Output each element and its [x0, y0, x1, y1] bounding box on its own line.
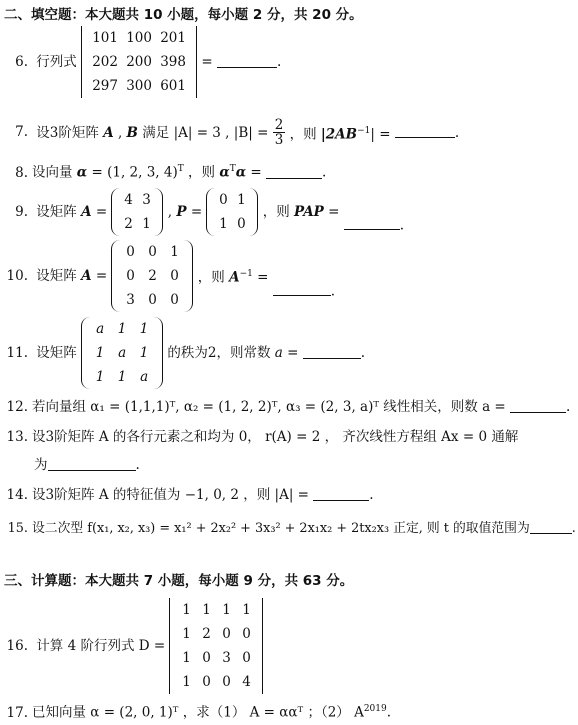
matrix-symbol: P: [176, 204, 187, 220]
matrix-cell: 1: [182, 626, 191, 642]
superscript: 2019: [363, 704, 387, 714]
matrix-cell: 1: [219, 216, 228, 232]
matrix-cell: 0: [237, 216, 246, 232]
period: .: [399, 217, 405, 234]
matrix-cell: 3: [142, 192, 151, 208]
matrix-cell: 0: [202, 674, 211, 690]
question-number: 9.: [15, 203, 28, 220]
matrix-p: [206, 188, 258, 236]
superscript: −1: [239, 269, 253, 280]
matrix-cell: a: [96, 321, 105, 337]
vector-symbol: α: [235, 164, 247, 181]
text: 的秩为2，则常数: [167, 345, 275, 361]
matrix-cell: 1: [202, 602, 211, 618]
text: 为: [34, 457, 48, 473]
matrix-cell: 0: [242, 650, 251, 666]
expression: |2AB: [320, 126, 358, 143]
matrix-cell: 1: [182, 602, 191, 618]
text: =: [91, 268, 108, 284]
matrix-cell: 300: [126, 78, 152, 94]
question-13: [0, 428, 518, 446]
matrix-cell: 0: [126, 244, 135, 260]
matrix-row: [88, 74, 190, 98]
matrix-cell: 4: [124, 192, 133, 208]
matrix-cell: 1: [142, 216, 151, 232]
matrix-cell: 0: [222, 674, 231, 690]
superscript: T: [229, 164, 236, 174]
answer-blank: [273, 295, 331, 296]
text: 设向量: [32, 164, 77, 181]
matrix-symbol: B: [126, 124, 138, 141]
matrix-cell: 100: [126, 30, 152, 46]
matrix-row: [119, 188, 155, 212]
matrix-symbol: A: [103, 124, 114, 141]
matrix-row: [176, 622, 256, 646]
question-number: 16.: [6, 637, 28, 654]
period: .: [571, 521, 576, 536]
matrix-symbol: A: [81, 268, 92, 284]
matrix-cell: 0: [219, 192, 228, 208]
matrix-a: [111, 240, 193, 312]
matrix-row: [214, 212, 250, 236]
text: =: [91, 204, 108, 220]
matrix-row: [119, 288, 185, 312]
matrix-cell: 4: [242, 674, 251, 690]
answer-blank: [48, 470, 136, 471]
matrix-cell: 1: [242, 602, 251, 618]
text: ,: [167, 204, 177, 220]
question-11: [0, 317, 365, 389]
matrix-row: [119, 212, 155, 236]
variable: a: [274, 345, 283, 361]
equals-sign: =: [201, 54, 213, 70]
question-text: 已知向量 α = (2, 0, 1)ᵀ ，求（1） A = ααᵀ ；（2） A: [32, 704, 364, 721]
matrix-row: [176, 598, 256, 622]
matrix-cell: 0: [202, 650, 211, 666]
question-13-continued: [34, 456, 140, 474]
matrix-cell: 200: [126, 54, 152, 70]
question-16: [0, 598, 263, 694]
text: ,: [113, 124, 127, 141]
text: =: [186, 204, 203, 220]
period: .: [566, 399, 571, 415]
matrix-cell: 0: [170, 292, 179, 308]
matrix-cell: 0: [242, 626, 251, 642]
matrix-row: [119, 240, 185, 264]
matrix-cell: 1: [237, 192, 246, 208]
matrix-cell: 0: [148, 292, 157, 308]
question-number: 17.: [6, 704, 28, 721]
matrix-row: [119, 264, 185, 288]
question-6-prefix: 行列式: [36, 54, 77, 70]
answer-blank: [510, 412, 566, 413]
question-number: 15.: [7, 521, 28, 536]
determinant-4x4: [169, 598, 263, 694]
matrix-row: [89, 317, 155, 341]
matrix-cell: 0: [222, 626, 231, 642]
text: 设矩阵: [36, 345, 77, 361]
matrix-cell: 398: [160, 54, 186, 70]
section-2-heading: 二、填空题：本大题共 10 小题，每小题 2 分，共 20 分。: [4, 7, 363, 23]
answer-blank: [313, 500, 369, 501]
matrix-cell: 1: [139, 345, 149, 361]
matrix-cell: 3: [126, 292, 135, 308]
question-number: 8.: [15, 164, 28, 181]
text: 设3阶矩阵: [36, 124, 104, 141]
question-text: 若向量组 α₁ = (1,1,1)ᵀ, α₂ = (1, 2, 2)ᵀ, α₃ = (2, 3, a)ᵀ 线性相关，则数 a =: [32, 399, 511, 415]
matrix-row: [89, 341, 155, 365]
text: =: [282, 345, 299, 361]
matrix-row: [214, 188, 250, 212]
question-number: 12.: [6, 399, 28, 415]
period: .: [277, 54, 282, 70]
period: .: [330, 283, 336, 300]
question-9: 9. 设矩阵 A = 4 3 2 1 , P = 0 1 1 0 ，则 PAP = .: [0, 188, 404, 236]
matrix-cell: 2: [124, 216, 133, 232]
text: ，则: [197, 269, 230, 286]
matrix-cell: 201: [160, 30, 186, 46]
question-text: 计算 4 阶行列式 D =: [36, 638, 166, 654]
matrix-cell: 1: [170, 244, 179, 260]
vector-symbol: α: [76, 164, 88, 181]
matrix-cell: 601: [160, 78, 186, 94]
matrix-cell: 1: [139, 321, 149, 337]
matrix-cell: 2: [202, 626, 211, 642]
answer-blank: [266, 178, 322, 179]
period: .: [360, 345, 366, 361]
matrix-cell: 1: [182, 650, 191, 666]
question-6: [0, 26, 281, 98]
vector-value: = (1, 2, 3, 4): [87, 164, 178, 181]
matrix: [81, 317, 163, 389]
text: ，则: [262, 204, 295, 220]
text: ，则: [183, 164, 220, 181]
text: 设矩阵: [36, 268, 82, 284]
matrix-cell: 1: [95, 345, 105, 361]
question-text: 设二次型 f(x₁, x₂, x₃) = x₁² + 2x₂² + 3x₃² + 2x₁x₂ + 2tx₂x₃ 正定, 则 t 的取值范围为: [32, 521, 530, 536]
matrix-symbol: A: [81, 204, 92, 220]
answer-blank: [217, 67, 277, 68]
expression: PAP: [294, 204, 324, 220]
matrix-cell: 202: [92, 54, 118, 70]
question-10: 10. 设矩阵 A = 0 0 1 0 2 0 3 0 0 ，则 $A^{-1}$ = .: [0, 240, 335, 312]
question-number: 13.: [6, 429, 28, 445]
period: .: [454, 124, 460, 141]
question-number: 6.: [15, 53, 28, 70]
question-text: 设3阶矩阵 A 的各行元素之和均为 0， r(A) = 2 ， 齐次线性方程组 Ax = 0 通解: [32, 429, 519, 445]
matrix-cell: 1: [117, 369, 127, 385]
matrix-cell: a: [118, 345, 127, 361]
period: .: [322, 164, 327, 181]
matrix-row: [88, 26, 190, 50]
matrix-cell: 0: [170, 268, 179, 284]
answer-blank: [530, 533, 572, 534]
fraction: [273, 118, 286, 147]
period: .: [135, 457, 140, 473]
matrix-a: [111, 188, 163, 236]
question-7: [0, 118, 459, 147]
question-number: 10.: [6, 267, 28, 284]
text: 设矩阵: [36, 204, 82, 220]
numerator: 2: [274, 117, 284, 133]
matrix-cell: 3: [222, 650, 231, 666]
vector-symbol: α: [219, 164, 230, 181]
determinant-3x3: [81, 26, 197, 98]
superscript: −1: [357, 125, 371, 136]
section-3-heading: 三、计算题：本大题共 7 小题，每小题 9 分，共 63 分。: [4, 573, 354, 589]
text: | =: [370, 126, 391, 143]
matrix-cell: 1: [117, 321, 127, 337]
det-a-expr: |A| = 3 ,: [173, 124, 234, 141]
matrix-row: [89, 365, 155, 389]
text: 满足: [137, 124, 174, 141]
answer-blank: [344, 229, 400, 230]
matrix-row: [176, 646, 256, 670]
matrix-row: [176, 670, 256, 694]
matrix-cell: 297: [92, 78, 118, 94]
question-14: [0, 486, 374, 504]
question-15: [0, 520, 576, 538]
superscript: T: [177, 164, 184, 174]
answer-blank: [303, 358, 361, 359]
text: =: [246, 164, 267, 181]
answer-blank: [395, 137, 455, 138]
question-text: 设3阶矩阵 A 的特征值为 −1, 0, 2 ，则 |A| =: [32, 487, 314, 503]
matrix-cell: 1: [182, 674, 191, 690]
matrix-cell: a: [140, 369, 149, 385]
det-b-expr: |B| =: [233, 124, 269, 141]
question-number: 14.: [6, 487, 28, 503]
question-number: 7.: [15, 124, 28, 140]
text: ，则: [289, 126, 321, 143]
question-17: [0, 700, 391, 722]
matrix-row: [88, 50, 190, 74]
matrix-cell: 0: [126, 268, 135, 284]
denominator: 3: [274, 132, 284, 148]
expression: A: [229, 269, 240, 286]
matrix-cell: 1: [222, 602, 231, 618]
question-12: [0, 398, 570, 416]
matrix-cell: 2: [148, 268, 157, 284]
matrix-cell: 0: [148, 244, 157, 260]
question-8: [0, 160, 326, 182]
matrix-cell: 1: [95, 369, 105, 385]
matrix-cell: 101: [92, 30, 118, 46]
period: .: [369, 487, 374, 503]
period: .: [386, 704, 392, 721]
question-number: 11.: [6, 344, 28, 361]
